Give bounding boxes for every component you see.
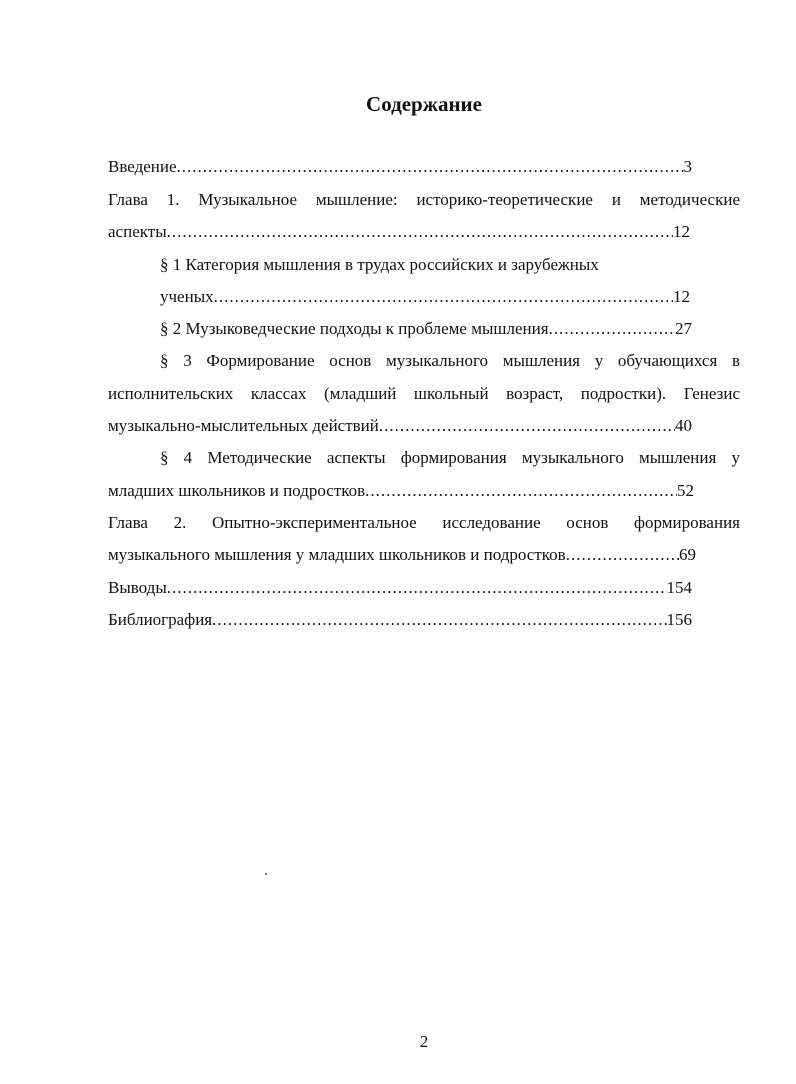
toc-page-number: 27 <box>675 319 692 338</box>
dot-leader <box>365 480 677 502</box>
toc-entry-chapter-2 <box>108 544 696 566</box>
toc-entry-text: музыкального мышления у младших школьников и подростков <box>108 545 566 564</box>
toc-entry-section-4 <box>108 480 694 502</box>
toc-page-number: 69 <box>679 545 696 564</box>
toc-entry-text: Введение <box>108 157 177 176</box>
toc-page-number: 154 <box>666 578 692 597</box>
toc-entry-section-1 <box>160 286 690 308</box>
page-title: Содержание <box>366 92 482 116</box>
dot-leader <box>379 415 675 437</box>
toc-page-number: 3 <box>683 157 692 176</box>
toc-entry-conclusions <box>108 577 692 599</box>
toc-entry-chapter-2-line-1: Глава 2. Опытно-экспериментальное исследование основ формирования <box>108 513 740 532</box>
toc-entry-bibliography <box>108 609 692 631</box>
page-number: 2 <box>419 1032 429 1051</box>
toc-entry-text: § 2 Музыковедческие подходы к проблеме мышления <box>160 319 549 338</box>
toc-page-number: 156 <box>666 610 692 629</box>
toc-entry-text: Выводы <box>108 578 167 597</box>
toc-entry-chapter-1 <box>108 221 690 243</box>
scan-speck <box>265 873 267 875</box>
toc-entry-section-4-line-1: § 4 Методические аспекты формирования музыкального мышления у <box>160 448 740 467</box>
toc-entry-text: ученых <box>160 287 214 306</box>
toc-entry-text: младших школьников и подростков <box>108 481 366 500</box>
dot-leader <box>212 609 666 631</box>
dot-leader <box>167 577 667 599</box>
toc-entry-section-3 <box>108 415 692 437</box>
toc-page-number: 12 <box>673 222 690 241</box>
toc-entry-section-3-line-2: исполнительских классах (младший школьный возраст, подростки). Генезис <box>108 384 740 403</box>
dot-leader <box>214 286 673 308</box>
toc-entry-chapter-1-line-1: Глава 1. Музыкальное мышление: историко-теоретические и методические <box>108 190 740 209</box>
toc-entry-section-2 <box>160 318 692 340</box>
toc-entry-text: Библиография <box>108 610 213 629</box>
toc-entry-text: аспекты <box>108 222 167 241</box>
toc-entry-section-1-line-1: § 1 Категория мышления в трудах российских и зарубежных <box>160 255 599 274</box>
toc-entry-introduction <box>108 156 692 178</box>
toc-entry-text: музыкально-мыслительных действий <box>108 416 379 435</box>
toc-entry-section-3-line-1: § 3 Формирование основ музыкального мышления у обучающихся в <box>160 351 740 370</box>
dot-leader <box>177 156 684 178</box>
toc-page-number: 40 <box>675 416 692 435</box>
dot-leader <box>549 318 675 340</box>
toc-page-number: 52 <box>677 481 694 500</box>
dot-leader <box>167 221 673 243</box>
dot-leader <box>566 544 679 566</box>
toc-page-number: 12 <box>673 287 690 306</box>
